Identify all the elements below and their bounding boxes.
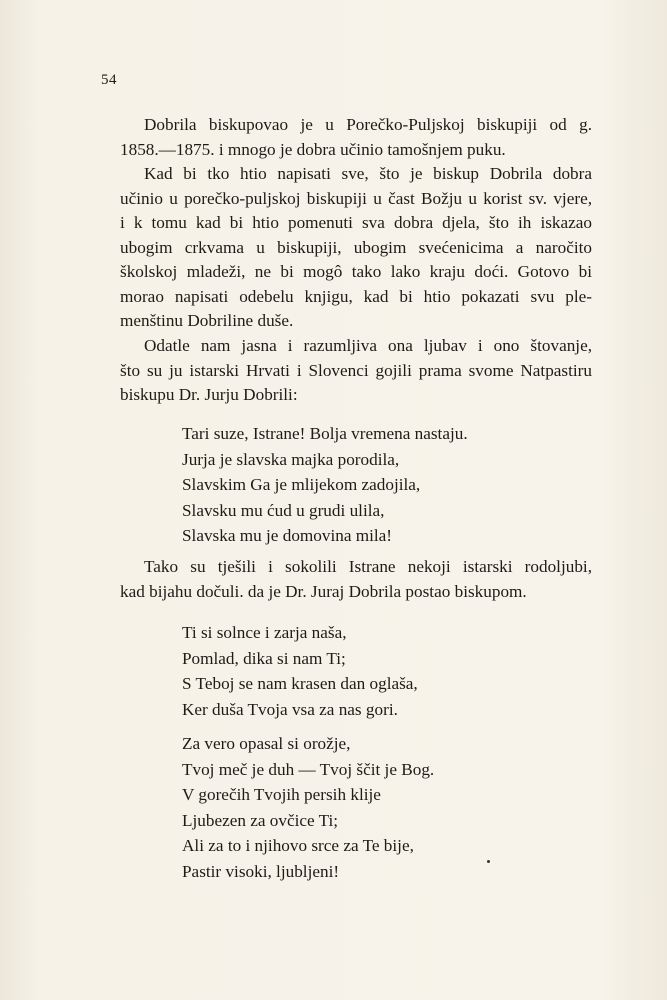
- paragraph-4: [120, 555, 592, 604]
- text-line: kad bijahu dočuli. da je Dr. Juraj Dobrila postao biskupom.: [120, 581, 527, 601]
- verse-line: Slavsku mu ćud u grudi ulila,: [182, 500, 385, 520]
- text-line: ubogim crkvama u biskupiji, ubogim svećenicima a naročito: [120, 237, 592, 257]
- text-line: učinio u porečko-puljskoj biskupiji u čast Božju u korist sv. vjere,: [120, 188, 592, 208]
- verse-3: [182, 731, 434, 884]
- verse-line: Ti si solnce i zarja naša,: [182, 623, 347, 642]
- text-line: 1858.—1875. i mnogo je dobra učinio tamošnjem puku.: [120, 139, 506, 159]
- text-line: Dobrila biskupovao je u Porečko-Puljskoj biskupiji od g.: [144, 115, 592, 134]
- verse-line: Tvoj meč je duh — Tvoj ščit je Bog.: [182, 759, 435, 779]
- verse-line: V gorečih Tvojih persih klije: [182, 785, 381, 804]
- text-line: školskoj mladeži, ne bi mogô tako lako kraju doći. Gotovo bi: [120, 262, 592, 281]
- text-line: i k tomu kad bi htio pomenuti sva dobra djela, što ih iskazao: [120, 213, 592, 232]
- paragraph-2: [120, 162, 592, 334]
- verse-line: Slavska mu je domovina mila!: [182, 526, 393, 545]
- verse-line: Pastir visoki, ljubljeni!: [182, 861, 340, 881]
- verse-line: Jurja je slavska majka porodila,: [182, 449, 400, 469]
- text-line: što su ju istarski Hrvati i Slovenci gojili prama svome Natpastiru: [120, 360, 592, 380]
- verse-line: Ljubezen za ovčice Ti;: [182, 810, 339, 830]
- text-line: biskupu Dr. Jurju Dobrili:: [120, 385, 298, 404]
- verse-line: Za vero opasal si orožje,: [182, 734, 351, 753]
- text-line: Tako su tješili i sokolili Istrane nekoji istarski rodoljubi,: [144, 557, 592, 576]
- verse-line: Ali za to i njihovo srce za Te bije,: [182, 836, 414, 855]
- verse-2: [182, 620, 418, 722]
- page-number: 54: [101, 72, 117, 88]
- verse-line: Ker duša Tvoja vsa za nas gori.: [182, 699, 398, 719]
- text-line: menštinu Dobriline duše.: [120, 311, 294, 330]
- text-line: Kad bi tko htio napisati sve, što je biskup Dobrila dobra: [144, 164, 592, 183]
- verse-line: Pomlad, dika si nam Ti;: [182, 648, 346, 668]
- verse-line: Slavskim Ga je mlijekom zadojila,: [182, 475, 421, 494]
- verse-1: [182, 421, 468, 549]
- verse-line: S Teboj se nam krasen dan oglaša,: [182, 674, 418, 693]
- verse-line: Tari suze, Istrane! Bolja vremena nastaju.: [182, 424, 468, 443]
- text-line: Odatle nam jasna i razumljiva ona ljubav i ono štovanje,: [144, 336, 592, 355]
- paragraph-3: [120, 334, 592, 408]
- ink-dot: [487, 860, 490, 863]
- text-line: morao napisati odebelu knjigu, kad bi htio pokazati svu ple-: [120, 286, 592, 306]
- paragraph-1: [120, 113, 592, 162]
